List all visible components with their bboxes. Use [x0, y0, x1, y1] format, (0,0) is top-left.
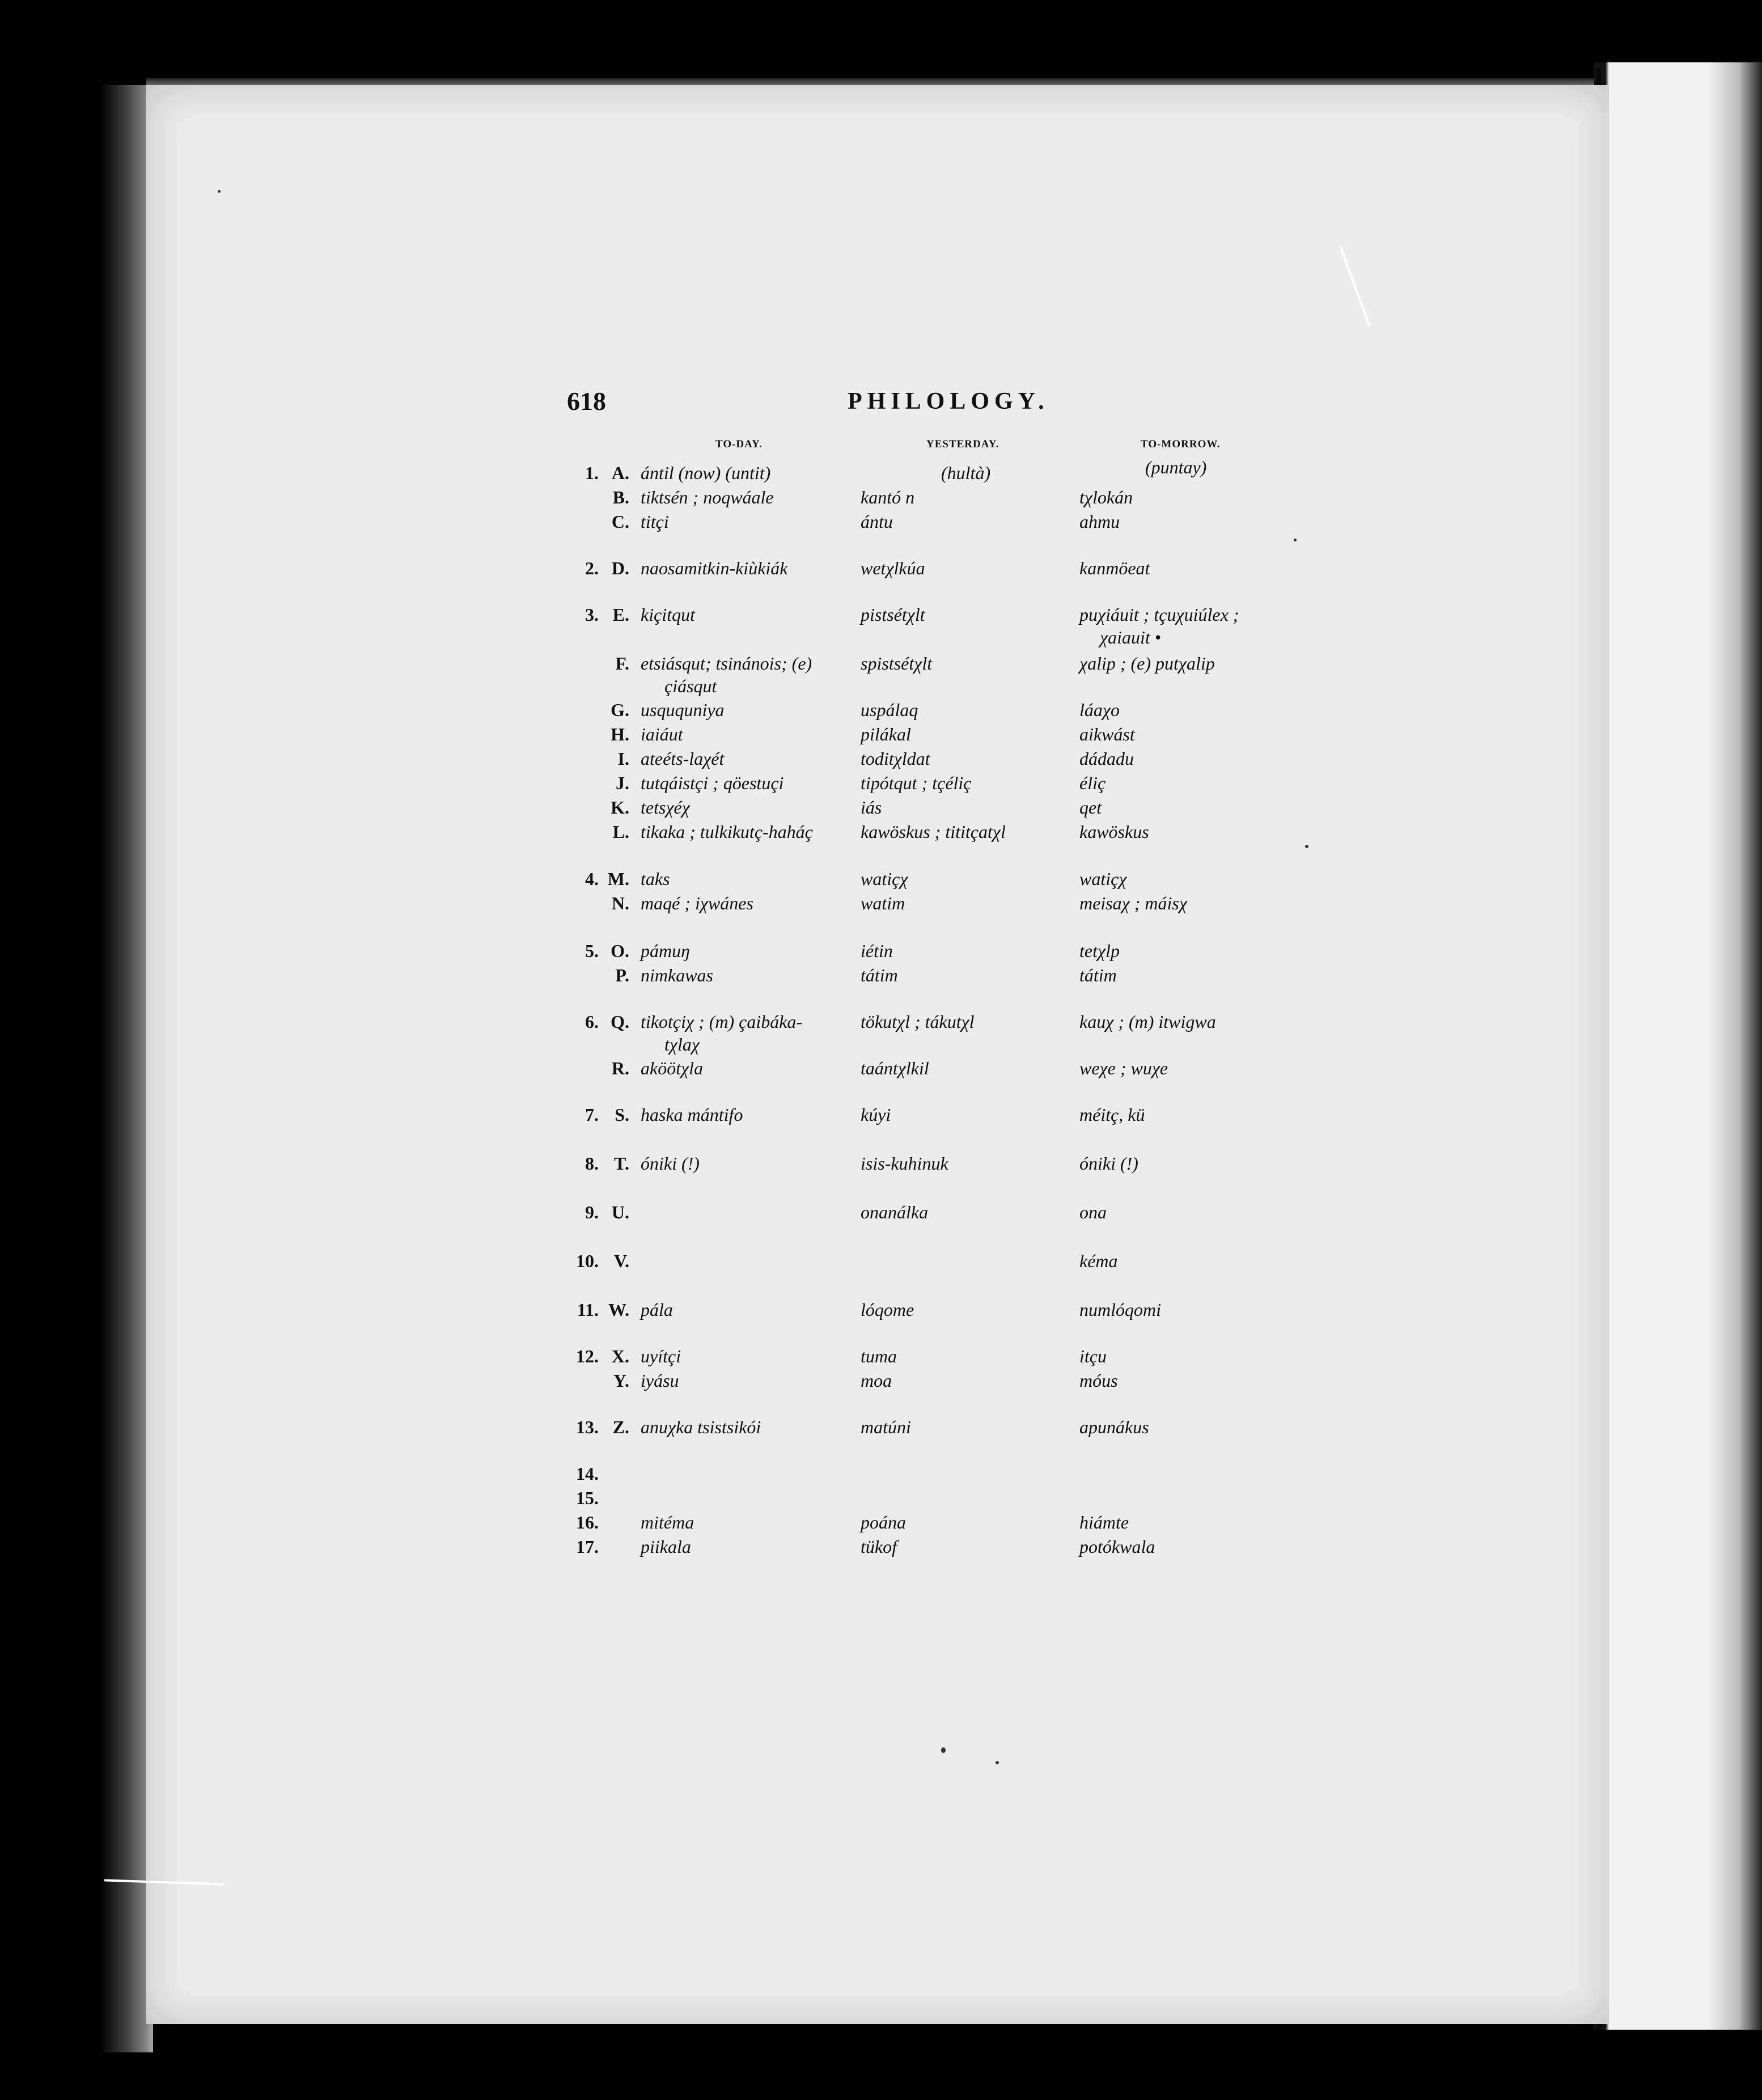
tomorrow-word: qet — [1079, 797, 1102, 818]
today-word-continued: çiásqut — [664, 676, 717, 696]
entry-letter: T. — [614, 1153, 629, 1174]
entry-letter: P. — [615, 965, 629, 985]
yesterday-word: watim — [861, 893, 905, 913]
entry-letter: F. — [615, 653, 629, 674]
tomorrow-alt-word: (puntay) — [1145, 457, 1207, 477]
yesterday-word: isis-kuhinuk — [861, 1153, 948, 1174]
today-word: ateéts-laχét — [641, 748, 725, 769]
entry-letter: D. — [611, 558, 629, 578]
table-row — [0, 1200, 1463, 1225]
tomorrow-word: aikwást — [1079, 724, 1135, 744]
yesterday-word: wetχlkúa — [861, 558, 925, 578]
tomorrow-word: hiámte — [1079, 1512, 1129, 1532]
tomorrow-word: χalip ; (e) putχalip — [1079, 653, 1215, 674]
table-row — [0, 1368, 1463, 1393]
entry-letter: O. — [611, 941, 629, 961]
entry-letter: I. — [617, 748, 629, 769]
tomorrow-word: tátim — [1079, 965, 1117, 985]
entry-letter: S. — [615, 1104, 629, 1125]
tomorrow-word: meisaχ ; máisχ — [1079, 893, 1187, 913]
entry-letter: U. — [611, 1202, 629, 1222]
entry-number: 8. — [585, 1153, 599, 1174]
entry-letter: L. — [612, 822, 629, 842]
tomorrow-word: méitç, kü — [1079, 1104, 1145, 1125]
tomorrow-word: tχlokán — [1079, 487, 1133, 507]
entry-letter: K. — [611, 797, 629, 818]
tomorrow-word: puχiáuit ; tçuχuiúlex ; — [1079, 604, 1239, 625]
table-row — [0, 1344, 1463, 1369]
today-word: tiktsén ; noqwáale — [641, 487, 774, 507]
entry-number: 3. — [585, 604, 599, 625]
tomorrow-word: óniki (!) — [1079, 1153, 1138, 1174]
today-word: naosamitkin-kiùkiák — [641, 558, 788, 578]
yesterday-word: tátim — [861, 965, 898, 985]
tomorrow-word: weχe ; wuχe — [1079, 1058, 1168, 1078]
entry-letter: G. — [611, 700, 629, 720]
yesterday-word: watiçχ — [861, 869, 908, 889]
today-word: usququniya — [641, 700, 725, 720]
table-row — [0, 795, 1463, 820]
yesterday-word: moa — [861, 1370, 892, 1391]
entry-letter: E. — [612, 604, 629, 625]
table-row — [0, 1297, 1463, 1322]
dust-speck — [218, 190, 221, 193]
table-row — [0, 770, 1463, 795]
table-row — [0, 891, 1463, 916]
entry-number: 4. — [585, 869, 599, 889]
entry-letter: Z. — [612, 1417, 629, 1437]
table-row — [0, 651, 1463, 696]
tomorrow-word: kéma — [1079, 1251, 1118, 1271]
tomorrow-word: ahmu — [1079, 511, 1120, 532]
today-word: anuχka tsistsikói — [641, 1417, 761, 1437]
yesterday-word: ántu — [861, 511, 893, 532]
tomorrow-word: móus — [1079, 1370, 1118, 1391]
yesterday-word: tipótqut ; tçéliç — [861, 773, 972, 793]
table-row — [0, 1151, 1463, 1176]
tomorrow-word: kauχ ; (m) itwigwa — [1079, 1011, 1216, 1032]
today-word: maqé ; iχwánes — [641, 893, 753, 913]
entry-number: 10. — [576, 1251, 599, 1271]
table-row — [0, 938, 1463, 963]
table-row — [0, 1009, 1463, 1055]
tomorrow-word: éliç — [1079, 773, 1106, 793]
tomorrow-word: ona — [1079, 1202, 1107, 1222]
entry-number: 5. — [585, 941, 599, 961]
table-row — [0, 722, 1463, 747]
yesterday-alt-word: (hultà) — [941, 463, 991, 483]
tomorrow-word: dádadu — [1079, 748, 1134, 769]
dust-speck — [996, 1761, 999, 1764]
entry-number: 1. — [585, 463, 599, 483]
tomorrow-word: apunákus — [1079, 1417, 1149, 1437]
today-word: haska mántifo — [641, 1104, 743, 1125]
table-row — [0, 697, 1463, 722]
table-row — [0, 1534, 1463, 1559]
book-page — [146, 85, 1609, 2024]
entry-letter: C. — [611, 511, 629, 532]
table-row — [0, 746, 1463, 771]
entry-letter: H. — [611, 724, 629, 744]
today-word: tutqáistçi ; qöestuçi — [641, 773, 784, 793]
yesterday-word: onanálka — [861, 1202, 929, 1222]
table-row — [0, 963, 1463, 988]
facing-page-edge — [1594, 62, 1762, 2030]
table-row — [0, 1102, 1463, 1127]
yesterday-word: kawöskus ; tititçatχl — [861, 822, 1006, 842]
entry-letter: Y. — [613, 1370, 629, 1391]
today-word: iaiáut — [641, 724, 683, 744]
entry-letter: J. — [616, 773, 629, 793]
today-word: kiçitqut — [641, 604, 695, 625]
yesterday-word: spistsétχlt — [861, 653, 933, 674]
entry-letter: V. — [614, 1251, 629, 1271]
table-row — [0, 819, 1463, 844]
today-word: taks — [641, 869, 670, 889]
header-extras-row — [0, 457, 1463, 485]
yesterday-word: iétin — [861, 941, 893, 961]
entry-number: 11. — [577, 1299, 599, 1320]
entry-letter: M. — [607, 869, 629, 889]
column-heading-today: TO-DAY. — [715, 438, 763, 450]
today-word: tetsχéχ — [641, 797, 690, 818]
yesterday-word: tökutχl ; tákutχl — [861, 1011, 975, 1032]
today-word: nimkawas — [641, 965, 713, 985]
tomorrow-word: kawöskus — [1079, 822, 1149, 842]
tomorrow-word-continued: χaiauit • — [1100, 627, 1161, 647]
today-word: piikala — [641, 1536, 691, 1557]
table-row — [0, 509, 1463, 534]
column-heading-tomorrow: TO-MORROW. — [1141, 438, 1221, 450]
table-row — [0, 1461, 1463, 1486]
entry-number: 12. — [576, 1346, 599, 1366]
dust-speck — [1305, 845, 1308, 848]
table-row — [0, 1056, 1463, 1081]
table-row — [0, 602, 1463, 647]
yesterday-word: poána — [861, 1512, 906, 1532]
yesterday-word: tükof — [861, 1536, 897, 1557]
table-row — [0, 1415, 1463, 1439]
today-word: pála — [641, 1299, 673, 1320]
entry-letter: N. — [611, 893, 629, 913]
yesterday-word: tuma — [861, 1346, 897, 1366]
entry-number: 7. — [585, 1104, 599, 1125]
today-word: uyítçi — [641, 1346, 681, 1366]
tomorrow-word: numlóqomi — [1079, 1299, 1161, 1320]
entry-number: 16. — [576, 1512, 599, 1532]
entry-letter: Q. — [611, 1011, 629, 1032]
tomorrow-word: kanmöeat — [1079, 558, 1150, 578]
entry-number: 17. — [576, 1536, 599, 1557]
entry-number: 2. — [585, 558, 599, 578]
today-word: ántil (now) (untit) — [641, 463, 771, 483]
yesterday-word: uspálaq — [861, 700, 918, 720]
yesterday-word: matúni — [861, 1417, 911, 1437]
running-title: PHILOLOGY. — [848, 388, 1049, 414]
table-row — [0, 1485, 1463, 1510]
today-word-continued: tχlaχ — [664, 1034, 700, 1055]
entry-number: 13. — [576, 1417, 599, 1437]
entry-number: 15. — [576, 1488, 599, 1508]
today-word: mitéma — [641, 1512, 694, 1532]
today-word: aköötχla — [641, 1058, 704, 1078]
today-word: etsiásqut; tsinánois; (e) — [641, 653, 812, 674]
yesterday-word: iás — [861, 797, 882, 818]
entry-letter: A. — [611, 463, 629, 483]
entry-letter: X. — [611, 1346, 629, 1366]
tomorrow-word: láaχo — [1079, 700, 1120, 720]
today-word: óniki (!) — [641, 1153, 700, 1174]
entry-letter: B. — [612, 487, 629, 507]
tomorrow-word: itçu — [1079, 1346, 1107, 1366]
entry-number: 14. — [576, 1463, 599, 1484]
tomorrow-word: watiçχ — [1079, 869, 1127, 889]
yesterday-word: pilákal — [861, 724, 911, 744]
entry-letter: W. — [608, 1299, 629, 1320]
column-heading-yesterday: YESTERDAY. — [926, 438, 999, 450]
yesterday-word: toditχldat — [861, 748, 930, 769]
today-word: tikotçiχ ; (m) çaibáka- — [641, 1011, 803, 1032]
today-word: tikaka ; tulkikutç-haháç — [641, 822, 813, 842]
yesterday-word: kúyi — [861, 1104, 891, 1125]
page-number: 618 — [567, 387, 606, 416]
table-row — [0, 556, 1463, 581]
yesterday-word: pistsétχlt — [861, 604, 925, 625]
dust-speck — [1294, 539, 1297, 541]
entry-number: 6. — [585, 1011, 599, 1032]
yesterday-word: kantó n — [861, 487, 915, 507]
dust-speck — [941, 1747, 946, 1753]
today-word: titçi — [641, 511, 669, 532]
table-row — [0, 866, 1463, 891]
tomorrow-word: tetχlp — [1079, 941, 1120, 961]
table-row — [0, 1248, 1463, 1273]
table-row — [0, 485, 1463, 510]
yesterday-word: lóqome — [861, 1299, 914, 1320]
tomorrow-word: potókwala — [1079, 1536, 1155, 1557]
today-word: pámuŋ — [641, 941, 690, 961]
entry-letter: R. — [611, 1058, 629, 1078]
yesterday-word: taántχlkil — [861, 1058, 929, 1078]
table-row — [0, 1510, 1463, 1535]
today-word: iyásu — [641, 1370, 679, 1391]
entry-number: 9. — [585, 1202, 599, 1222]
